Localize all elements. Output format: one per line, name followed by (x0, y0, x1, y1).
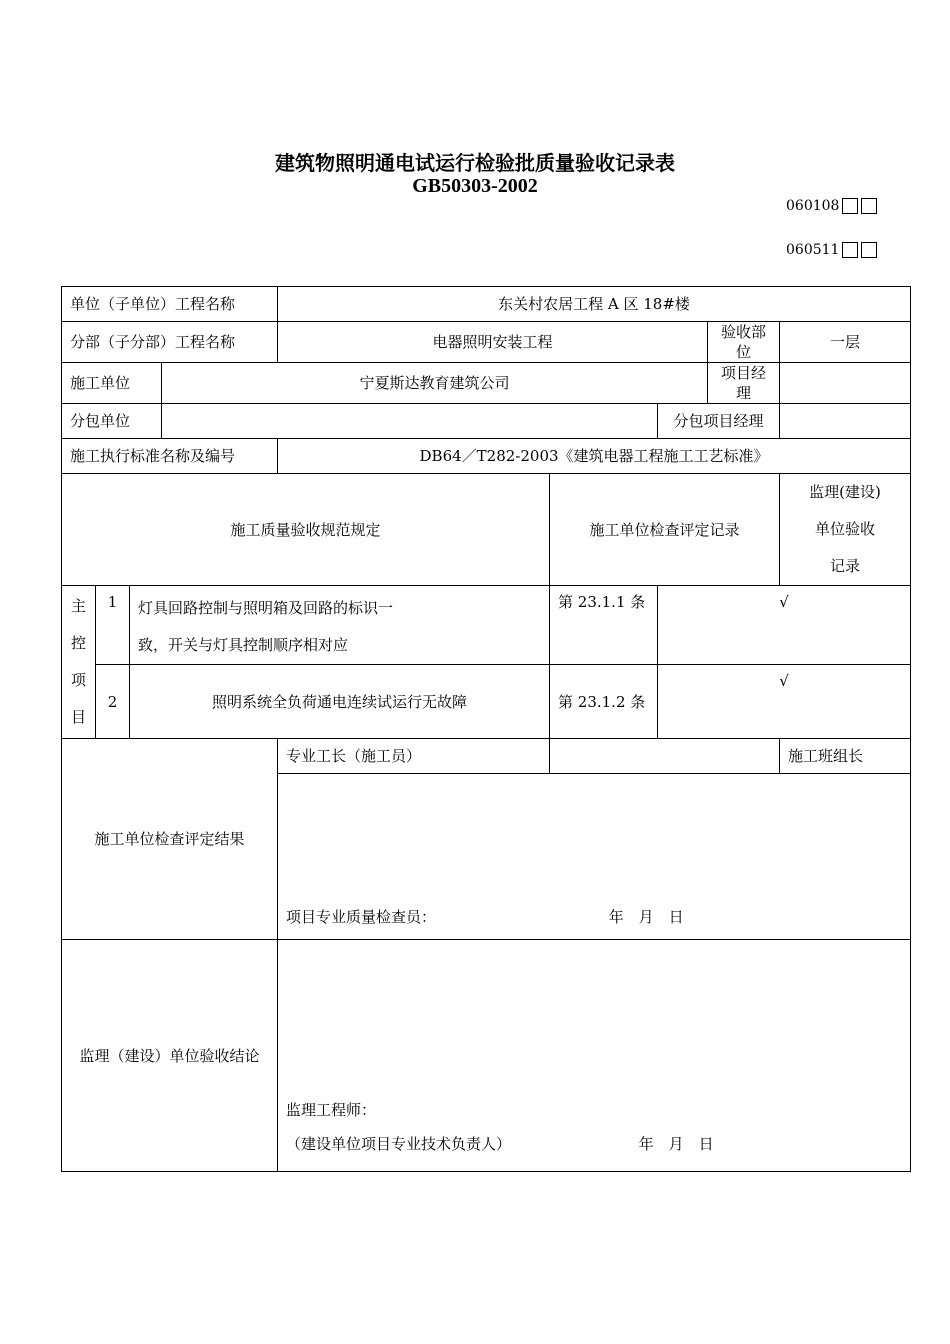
foreman-label: 专业工长（施工员） (278, 739, 550, 774)
team-leader-label: 施工班组长 (788, 747, 864, 765)
supervision-header (780, 474, 911, 586)
result-label: 施工单位检查评定结果 (62, 739, 278, 940)
foreman-value[interactable] (550, 739, 780, 774)
inspector-date: 年 月 日 (608, 908, 684, 926)
supervision-header-line: 监理(建设) (809, 483, 881, 501)
group-char: 控 (70, 634, 86, 652)
conclusion-row (62, 940, 911, 1172)
part-value[interactable]: 一层 (780, 322, 911, 363)
division-row (62, 322, 911, 363)
item-text (130, 586, 550, 665)
conclusion-cell[interactable] (278, 940, 911, 1172)
subcontractor-label: 分包单位 (62, 404, 162, 439)
item-number: 1 (96, 586, 130, 665)
unit-row (62, 287, 911, 322)
contractor-label: 施工单位 (62, 363, 162, 404)
tech-label: （建设单位项目专业技术负责人） (286, 1135, 512, 1153)
item-clause: 第 23.1.2 条 (550, 665, 658, 739)
unit-label: 单位（子单位）工程名称 (62, 287, 278, 322)
standard-number: GB50303-2002 (412, 175, 538, 197)
group-char: 主 (70, 597, 86, 615)
spec-header: 施工质量验收规范规定 (62, 474, 550, 586)
foreman-row (62, 739, 911, 774)
item-text-line: 灯具回路控制与照明箱及回路的标识一 (138, 599, 394, 617)
item-clause: 第 23.1.1 条 (550, 586, 658, 665)
item-text: 照明系统全负荷通电连续试运行无故障 (130, 665, 550, 739)
unit-value[interactable]: 东关村农居工程 A 区 18#楼 (278, 287, 911, 322)
subcontractor-row (62, 404, 911, 439)
pm-value[interactable] (780, 363, 911, 404)
code-box[interactable] (842, 198, 858, 214)
code-number: 060108 (786, 198, 840, 214)
item-text-line: 致，开关与灯具控制顺序相对应 (138, 636, 349, 654)
group-char: 项 (70, 671, 86, 689)
supervision-header-line: 单位验收 (815, 520, 876, 538)
code-number: 060511 (786, 242, 840, 258)
std-label: 施工执行标准名称及编号 (62, 439, 278, 474)
team-leader-cell (780, 739, 911, 774)
conclusion-date: 年 月 日 (638, 1135, 714, 1153)
conclusion-label: 监理（建设）单位验收结论 (62, 940, 278, 1172)
item-check-mark[interactable]: √ (658, 586, 911, 665)
group-char: 目 (70, 708, 86, 726)
contractor-row (62, 363, 911, 404)
item-number: 2 (96, 665, 130, 739)
code-line-2 (786, 242, 877, 258)
main-item-row (62, 586, 911, 665)
tech-line (286, 1127, 902, 1161)
sub-pm-value[interactable] (780, 404, 911, 439)
division-label: 分部（子分部）工程名称 (62, 322, 278, 363)
contractor-value[interactable]: 宁夏斯达教育建筑公司 (162, 363, 708, 404)
item-check-mark[interactable]: √ (658, 665, 911, 739)
subcontractor-value[interactable] (162, 404, 658, 439)
check-header: 施工单位检查评定记录 (550, 474, 780, 586)
code-box[interactable] (861, 242, 877, 258)
part-label: 验收部位 (708, 322, 780, 363)
supervision-header-line: 记录 (830, 557, 861, 575)
code-box[interactable] (861, 198, 877, 214)
main-item-row (62, 665, 911, 739)
inspector-cell[interactable] (278, 774, 911, 940)
division-value[interactable]: 电器照明安装工程 (278, 322, 708, 363)
code-box[interactable] (842, 242, 858, 258)
header-row (62, 474, 911, 586)
inspector-label: 项目专业质量检查员： (286, 908, 437, 926)
std-value[interactable]: DB64／T282-2003《建筑电器工程施工工艺标准》 (278, 439, 911, 474)
standard-row (62, 439, 911, 474)
main-control-group-label (62, 586, 96, 739)
form-title: 建筑物照明通电试运行检验批质量验收记录表 (275, 151, 675, 175)
engineer-label: 监理工程师： (286, 1101, 377, 1119)
pm-label: 项目经理 (708, 363, 780, 404)
sub-pm-label: 分包项目经理 (658, 404, 780, 439)
code-line-1 (786, 198, 877, 214)
inspection-form-table (61, 286, 911, 1172)
